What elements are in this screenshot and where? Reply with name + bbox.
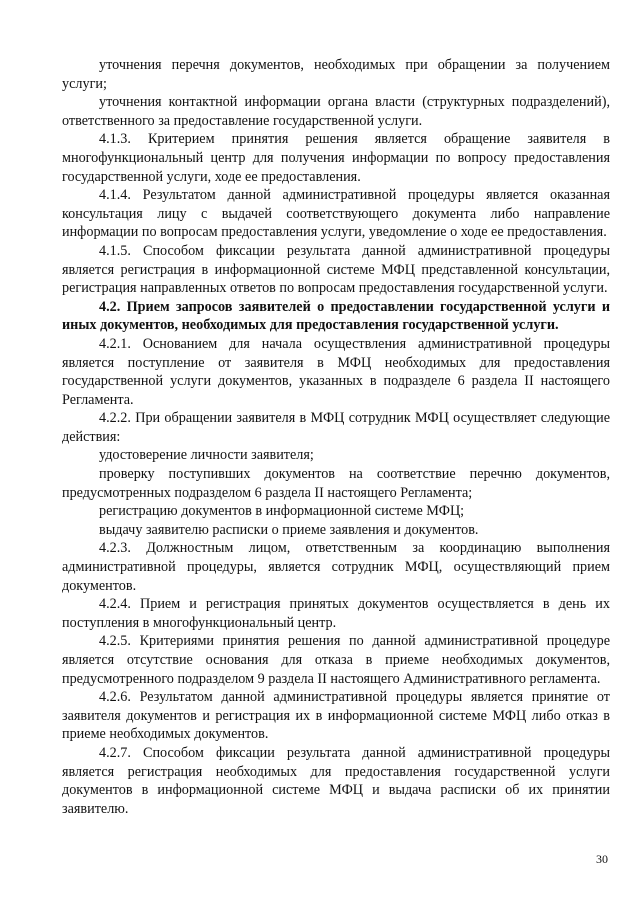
paragraph: 4.2.5. Критериями принятия решения по данной административной процедуре является отсутствие основания для отказа в приеме необходимых документов, предусмотренного подразделом 9 раздела II настоящего Административного регламента.	[62, 633, 610, 687]
page-number: 30	[596, 852, 608, 866]
paragraph: 4.2.1. Основанием для начала осуществления административной процедуры является поступление от заявителя в МФЦ необходимых для предоставления государственной услуги документов, указанных в подразделе 6 раздела II настоящего Регламента.	[62, 335, 610, 408]
paragraph: уточнения контактной информации органа власти (структурных подразделений), ответственного за предоставление государственной услуги.	[62, 94, 610, 129]
paragraph: 4.2.6. Результатом данной административной процедуры является принятие от заявителя документов и регистрация их в информационной системе МФЦ либо отказ в приеме необходимых документов.	[62, 689, 610, 743]
list-item: удостоверение личности заявителя;	[99, 447, 314, 464]
paragraph: 4.1.3. Критерием принятия решения является обращение заявителя в многофункциональный центр для получения информации по вопросу предоставления государственной услуги, ходе ее предоставления.	[62, 131, 610, 185]
paragraph: 4.1.5. Способом фиксации результата данной административной процедуры является регистрация в информационной системе МФЦ представленной консультации, регистрация направленных ответов по вопросам предоставления государственной услуги.	[62, 242, 610, 297]
paragraph: 4.2.4. Прием и регистрация принятых документов осуществляется в день их поступления в многофункциональный центр.	[62, 596, 610, 631]
paragraph: 4.2.3. Должностным лицом, ответственным за координацию выполнения административной процедуры, является сотрудник МФЦ, осуществляющий прием документов.	[62, 540, 610, 594]
list-item: регистрацию документов в информационной системе МФЦ;	[99, 503, 465, 520]
list-item: выдачу заявителю расписки о приеме заявления и документов.	[99, 521, 479, 538]
paragraph: 4.1.4. Результатом данной административной процедуры является оказанная консультация лицу с выдачей соответствующего документа либо направление информации по вопросам предоставления услуги, уведомление о ходе ее предоставления.	[62, 187, 610, 241]
paragraph: 4.2.7. Способом фиксации результата данной административной процедуры является регистрация необходимых для предоставления государственной услуги документов в информационной системе МФЦ и выдача расписки об их принятии заявителю.	[62, 744, 610, 817]
section-heading: 4.2. Прием запросов заявителей о предоставлении государственной услуги и иных документов, необходимых для предоставления государственной услуги.	[62, 298, 610, 334]
paragraph: 4.2.2. При обращении заявителя в МФЦ сотрудник МФЦ осуществляет следующие действия:	[62, 410, 610, 445]
document-body	[62, 56, 610, 818]
list-item: проверку поступивших документов на соответствие перечню документов, предусмотренных подразделом 6 раздела II настоящего Регламента;	[62, 466, 610, 501]
paragraph: уточнения перечня документов, необходимых при обращении за получением услуги;	[62, 57, 610, 92]
